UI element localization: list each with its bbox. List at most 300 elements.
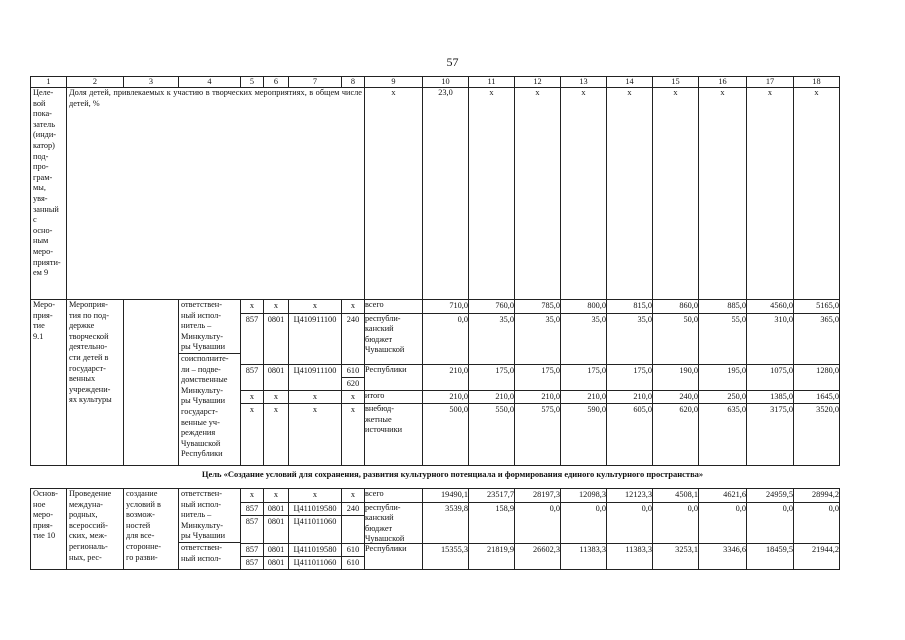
indicator-cell: х	[607, 88, 653, 300]
column-number-row	[31, 77, 840, 88]
measure-goal-line: возмож-	[126, 510, 155, 520]
indicator-type-line: под-	[33, 151, 49, 161]
budget-value: 175,0	[607, 365, 653, 391]
measure-10-goal	[124, 489, 179, 570]
indicator-type-line: осно-	[33, 225, 53, 235]
cell-c5	[241, 391, 264, 405]
column-number-2: 2	[67, 77, 124, 88]
budget-value: 635,0	[727, 405, 746, 414]
cell-value: Ц411019580	[293, 544, 337, 554]
indicator-type-line: ем 9	[33, 268, 49, 278]
responsible-line: ры Чувашии	[181, 342, 226, 352]
budget-value: 4621,6	[699, 489, 747, 503]
budget-value: 4508,1	[653, 489, 699, 503]
budget-value: 760,0	[469, 300, 515, 314]
indicator-type-line: ным	[33, 236, 49, 246]
cell-value: 0801	[267, 314, 285, 324]
budget-value: 23517,7	[469, 489, 515, 503]
measure-9-1-type	[31, 300, 67, 466]
cell-value: х	[350, 301, 356, 310]
measure-9-1-v2	[469, 300, 515, 466]
cell-c8	[342, 489, 365, 503]
measure-type-line: ное	[33, 499, 46, 509]
budget-value: 11383,3	[625, 544, 652, 554]
column-number-5: 5	[241, 77, 264, 88]
cell-value: х	[350, 405, 356, 414]
indicator-type-line: грам-	[33, 172, 53, 182]
funding-source: республи- канский бюджет Чувашской	[365, 314, 423, 365]
co-executor-line: государст-	[181, 406, 218, 416]
budget-value: 35,0	[607, 314, 653, 365]
measure-9-1-source	[365, 300, 423, 466]
budget-value: 210,0	[423, 391, 469, 405]
budget-value: 885,0	[699, 300, 747, 314]
co-executor-line: реждения	[181, 428, 216, 438]
cell-c8	[342, 365, 365, 391]
cell-value: х	[249, 490, 255, 499]
indicator-cell: х	[561, 88, 607, 300]
cell-c5	[241, 489, 264, 503]
measure-title-line: держке	[69, 321, 95, 331]
measure-title-line: междуна-	[69, 499, 103, 509]
budget-value: 210,0	[607, 391, 653, 405]
indicator-type-line: меро-	[33, 246, 53, 256]
measure-type-line: тие 10	[33, 531, 56, 541]
budget-value: 12098,3	[561, 489, 607, 503]
funding-source: всего	[365, 300, 423, 314]
measure-10-v9	[794, 489, 840, 570]
cell-value: х	[273, 490, 279, 499]
column-number-12: 12	[515, 77, 561, 88]
page-number: 57	[446, 55, 459, 69]
budget-value: 210,0	[469, 391, 515, 405]
measure-title-line: родных,	[69, 510, 98, 520]
measure-10-title	[67, 489, 124, 570]
measure-type-line: меро-	[33, 510, 53, 520]
budget-value: 0,0	[561, 503, 607, 544]
indicator-type-line: Целе-	[33, 88, 54, 97]
measure-9-1-v4	[561, 300, 607, 466]
measure-title-line: Проведение	[69, 489, 112, 498]
budget-value: 1645,0	[794, 391, 840, 405]
measure-title-line: всероссий-	[69, 520, 108, 530]
indicator-cell: х	[653, 88, 699, 300]
indicator-row	[31, 88, 840, 300]
measure-9-1-col3	[124, 300, 179, 466]
co-executor-line: Минкульту-	[181, 385, 223, 395]
measure-10-v5	[607, 489, 653, 570]
funding-source: всего	[365, 489, 423, 503]
measure-title-line: ных, рес-	[69, 552, 102, 562]
measure-title-line: тия по под-	[69, 310, 109, 320]
indicator-type-line: (инди-	[33, 130, 57, 140]
responsible-line: Минкульту-	[181, 331, 223, 341]
column-number-17: 17	[747, 77, 794, 88]
co-executor-line: Чувашской	[181, 438, 221, 448]
measure-goal-line: для все-	[126, 531, 155, 541]
budget-value: 18459,5	[766, 544, 793, 554]
budget-value: 575,0	[541, 405, 560, 414]
measure-10-col6	[264, 489, 289, 570]
cell-value: х	[249, 391, 255, 401]
measure-9-1-v6	[653, 300, 699, 466]
cell-c6	[264, 489, 289, 503]
budget-value: 365,0	[794, 314, 840, 365]
cell-value: Ц410911100	[293, 314, 337, 324]
measure-10-row	[31, 489, 840, 570]
measure-type-line: прия-	[33, 310, 53, 320]
budget-value: 800,0	[561, 300, 607, 314]
indicator-type-cell	[31, 88, 67, 300]
cell-value: 240	[346, 314, 360, 324]
cell-value: х	[249, 405, 255, 414]
measure-goal-line: ностей	[126, 520, 151, 530]
column-number-6: 6	[264, 77, 289, 88]
cell-c6	[264, 391, 289, 405]
goal-title: Цель «Создание условий для сохранения, развития культурного потенциала и формирования единого культурного пространства»	[201, 469, 704, 479]
co-executor-line: соисполните-	[181, 353, 229, 363]
measure-type-line: 9.1	[33, 331, 44, 341]
budget-value: 21944,2	[812, 544, 839, 554]
measure-goal-line: го разви-	[126, 552, 158, 562]
measure-type-line: прия-	[33, 520, 53, 530]
column-number-11: 11	[469, 77, 515, 88]
measure-10-v2	[469, 489, 515, 570]
budget-value: 3520,0	[816, 405, 839, 414]
cell-c6	[264, 314, 289, 365]
responsible-line: ответствен-	[181, 300, 223, 309]
budget-value: 815,0	[607, 300, 653, 314]
measure-goal-line: создание	[126, 489, 158, 498]
column-number-15: 15	[653, 77, 699, 88]
cell-c7	[289, 544, 342, 569]
column-number-13: 13	[561, 77, 607, 88]
cell-value: Ц411011060	[289, 515, 342, 529]
budget-value: 210,0	[423, 365, 469, 391]
cell-c7	[289, 404, 342, 444]
budget-value: 0,0	[653, 503, 699, 544]
cell-c5	[241, 404, 264, 444]
column-number-14: 14	[607, 77, 653, 88]
cell-value: 857	[241, 556, 264, 570]
cell-value: 240	[346, 503, 360, 513]
budget-value: 860,0	[653, 300, 699, 314]
cell-c7	[289, 503, 342, 544]
budget-value: 0,0	[699, 503, 747, 544]
column-number-7: 7	[289, 77, 342, 88]
indicator-type-line: прияти-	[33, 257, 61, 267]
co-executor-line: ли – подве-	[181, 364, 221, 374]
measure-10-col5	[241, 489, 264, 570]
responsible-line: ный испол-	[181, 553, 222, 563]
indicator-value-2020: 23,0	[423, 88, 469, 300]
cell-value: 857	[241, 515, 264, 529]
measure-title-line: региональ-	[69, 541, 108, 551]
cell-c5	[241, 314, 264, 365]
cell-value: 857	[245, 365, 259, 375]
budget-value: 21819,9	[487, 544, 514, 554]
cell-value: 0801	[264, 515, 289, 529]
budget-value: 500,0	[449, 405, 468, 414]
column-number-4: 4	[179, 77, 241, 88]
indicator-cell: х	[515, 88, 561, 300]
measure-type-line: тие	[33, 321, 45, 331]
measure-10-type	[31, 489, 67, 570]
budget-value: 0,0	[747, 503, 794, 544]
cell-value: 857	[245, 544, 259, 554]
cell-value: х	[273, 405, 279, 414]
column-number-8: 8	[342, 77, 365, 88]
co-executor-line: Республики	[181, 449, 223, 459]
measure-title-line: государст-	[69, 363, 106, 373]
budget-table	[30, 76, 840, 466]
cell-c8	[342, 544, 365, 569]
measure-9-1-col8	[342, 300, 365, 466]
budget-value: 0,0	[794, 503, 840, 544]
column-number-18: 18	[794, 77, 840, 88]
budget-value: 310,0	[747, 314, 794, 365]
indicator-cell: х	[794, 88, 840, 300]
measure-10-v8	[747, 489, 794, 570]
budget-value: 35,0	[469, 314, 515, 365]
cell-c6	[264, 544, 289, 569]
measure-10-v3	[515, 489, 561, 570]
budget-value: 1280,0	[794, 365, 840, 391]
cell-c8	[342, 300, 365, 314]
cell-c7	[289, 489, 342, 503]
cell-c6	[264, 404, 289, 444]
cell-value: 610	[342, 556, 365, 570]
measure-title-line: творческой	[69, 331, 109, 341]
column-number-16: 16	[699, 77, 747, 88]
cell-value: 857	[245, 314, 259, 324]
budget-value: 240,0	[653, 391, 699, 405]
budget-value: 195,0	[699, 365, 747, 391]
cell-value: 610	[346, 365, 360, 375]
budget-value: 0,0	[515, 503, 561, 544]
indicator-type-line: занный	[33, 204, 59, 214]
indicator-text: Доля детей, привлекаемых к участию в творческих мероприятиях, в общем числе детей, %	[67, 88, 365, 300]
budget-value: 50,0	[653, 314, 699, 365]
budget-value: 12123,3	[607, 489, 653, 503]
budget-value: 3539,8	[423, 503, 469, 544]
budget-value: 11383,3	[579, 544, 606, 554]
budget-value: 35,0	[561, 314, 607, 365]
indicator-cell: х	[747, 88, 794, 300]
indicator-type-line: пока-	[33, 109, 52, 119]
budget-value: 3346,6	[723, 544, 746, 554]
budget-value: 28994,2	[794, 489, 840, 503]
responsible-line: ответствен-	[181, 542, 223, 552]
measure-10-responsible	[179, 489, 241, 570]
budget-value: 19490,1	[423, 489, 469, 503]
budget-value: 15355,3	[441, 544, 468, 554]
cell-value: 610	[346, 544, 360, 554]
budget-value: 26602,3	[533, 544, 560, 554]
measure-title-line: Мероприя-	[69, 300, 108, 309]
budget-value: 0,0	[607, 503, 653, 544]
measure-9-1-v8	[747, 300, 794, 466]
budget-value: 785,0	[515, 300, 561, 314]
cell-c7	[289, 391, 342, 405]
measure-10-col8	[342, 489, 365, 570]
cell-c5	[241, 544, 264, 569]
cell-value	[342, 515, 365, 529]
column-number-3: 3	[124, 77, 179, 88]
cell-value: Ц411011060	[289, 556, 342, 570]
measure-10-col7	[289, 489, 342, 570]
cell-value: х	[273, 301, 279, 310]
co-executor-line: ры Чувашии	[181, 396, 226, 406]
budget-value: 158,9	[469, 503, 515, 544]
indicator-type-line: мы,	[33, 183, 46, 193]
budget-value: 28197,3	[515, 489, 561, 503]
budget-value: 175,0	[515, 365, 561, 391]
budget-value: 24959,5	[747, 489, 794, 503]
measure-goal-line: условий в	[126, 499, 161, 509]
measure-9-1-title	[67, 300, 124, 466]
funding-source: республи- канский бюджет Чувашской	[365, 503, 423, 544]
measure-9-1-v1	[423, 300, 469, 466]
responsible-line: ный испол-	[181, 499, 222, 509]
cell-c8	[342, 391, 365, 405]
column-number-10: 10	[423, 77, 469, 88]
indicator-type-line: про-	[33, 162, 49, 172]
co-executor-line: домственные	[181, 375, 228, 385]
measure-10-v6	[653, 489, 699, 570]
measure-type-line: Меро-	[33, 300, 56, 309]
column-number-9: 9	[365, 77, 423, 88]
budget-value: 590,0	[587, 405, 606, 414]
indicator-type-line: катор)	[33, 140, 55, 150]
measure-10-v4	[561, 489, 607, 570]
cell-c6	[264, 300, 289, 314]
budget-value: 1075,0	[747, 365, 794, 391]
measure-title-line: учреждени-	[69, 384, 111, 394]
indicator-type-line: вой	[33, 98, 46, 108]
cell-value: х	[312, 301, 318, 310]
budget-value: 55,0	[699, 314, 747, 365]
budget-value: 175,0	[469, 365, 515, 391]
budget-value: 605,0	[633, 405, 652, 414]
measure-9-1-v3	[515, 300, 561, 466]
budget-value: 710,0	[423, 300, 469, 314]
funding-source: Республики	[365, 543, 407, 553]
budget-value: 1385,0	[747, 391, 794, 405]
cell-c5	[241, 503, 264, 544]
measure-9-1-col5	[241, 300, 264, 466]
budget-value: 0,0	[423, 314, 469, 365]
budget-value: 250,0	[699, 391, 747, 405]
responsible-line: ры Чувашии	[181, 531, 226, 541]
indicator-type-line: увя-	[33, 193, 48, 203]
cell-value: 0801	[267, 365, 285, 375]
cell-value: Ц411019580	[293, 503, 337, 513]
responsible-line: нитель –	[181, 321, 212, 331]
measure-title-line: венных	[69, 374, 96, 384]
indicator-cell: х	[699, 88, 747, 300]
funding-source: внебюд- жетные источники	[365, 404, 403, 435]
measure-title-line: ских, меж-	[69, 531, 107, 541]
measure-10-v1	[423, 489, 469, 570]
cell-value: 0801	[267, 544, 285, 554]
budget-value: 3175,0	[770, 405, 793, 414]
cell-c6	[264, 503, 289, 544]
measure-title-line: деятельно-	[69, 342, 108, 352]
budget-value: 3253,1	[675, 544, 698, 554]
funding-source: Республики	[365, 365, 423, 391]
cell-c7	[289, 300, 342, 314]
cell-c8	[342, 314, 365, 365]
indicator-col9: х	[365, 88, 423, 300]
funding-source: итого	[365, 391, 423, 405]
budget-value: 175,0	[561, 365, 607, 391]
measure-title-line: ях культуры	[69, 395, 112, 405]
measure-10-v7	[699, 489, 747, 570]
measure-9-1-col7	[289, 300, 342, 466]
cell-value: х	[350, 490, 356, 499]
measure-type-line: Основ-	[33, 489, 58, 498]
cell-c8	[342, 503, 365, 544]
cell-c5	[241, 300, 264, 314]
measure-9-1-v5	[607, 300, 653, 466]
budget-value: 210,0	[561, 391, 607, 405]
responsible-line: ный испол-	[181, 310, 222, 320]
cell-c7	[289, 314, 342, 365]
co-executor-line: венные уч-	[181, 417, 220, 427]
measure-9-1-v7	[699, 300, 747, 466]
measure-9-1-row	[31, 300, 840, 466]
cell-value: х	[312, 391, 318, 401]
cell-value: х	[312, 405, 318, 414]
indicator-type-line: затель	[33, 119, 55, 129]
measure-goal-line: сторонне-	[126, 541, 161, 551]
cell-c5	[241, 365, 264, 391]
cell-value: х	[312, 490, 318, 499]
measure-10-source	[365, 489, 423, 570]
cell-c8	[342, 404, 365, 444]
budget-value: 190,0	[653, 365, 699, 391]
responsible-line: Минкульту-	[181, 520, 223, 530]
cell-c6	[264, 365, 289, 391]
measure-9-1-responsible	[179, 300, 241, 466]
cell-value: х	[350, 391, 356, 401]
column-number-1: 1	[31, 77, 67, 88]
responsible-line: нитель –	[181, 510, 212, 520]
measure-9-1-col6	[264, 300, 289, 466]
cell-value: 0801	[267, 503, 285, 513]
measure-10-table	[30, 488, 840, 570]
cell-value: 857	[245, 503, 259, 513]
cell-value: 620	[342, 377, 365, 391]
cell-value: Ц410911100	[293, 365, 337, 375]
cell-value: х	[249, 301, 255, 310]
budget-value: 5165,0	[794, 300, 840, 314]
budget-value: 35,0	[515, 314, 561, 365]
budget-value: 210,0	[515, 391, 561, 405]
budget-value: 620,0	[679, 405, 698, 414]
measure-9-1-v9	[794, 300, 840, 466]
indicator-cell: х	[469, 88, 515, 300]
cell-c7	[289, 365, 342, 391]
budget-value: 4560,0	[747, 300, 794, 314]
budget-value: 550,0	[495, 405, 514, 414]
indicator-type-line: с	[33, 215, 37, 225]
responsible-line: ответствен-	[181, 489, 223, 498]
measure-title-line: сти детей в	[69, 352, 109, 362]
cell-value: х	[273, 391, 279, 401]
cell-value: 0801	[264, 556, 289, 570]
